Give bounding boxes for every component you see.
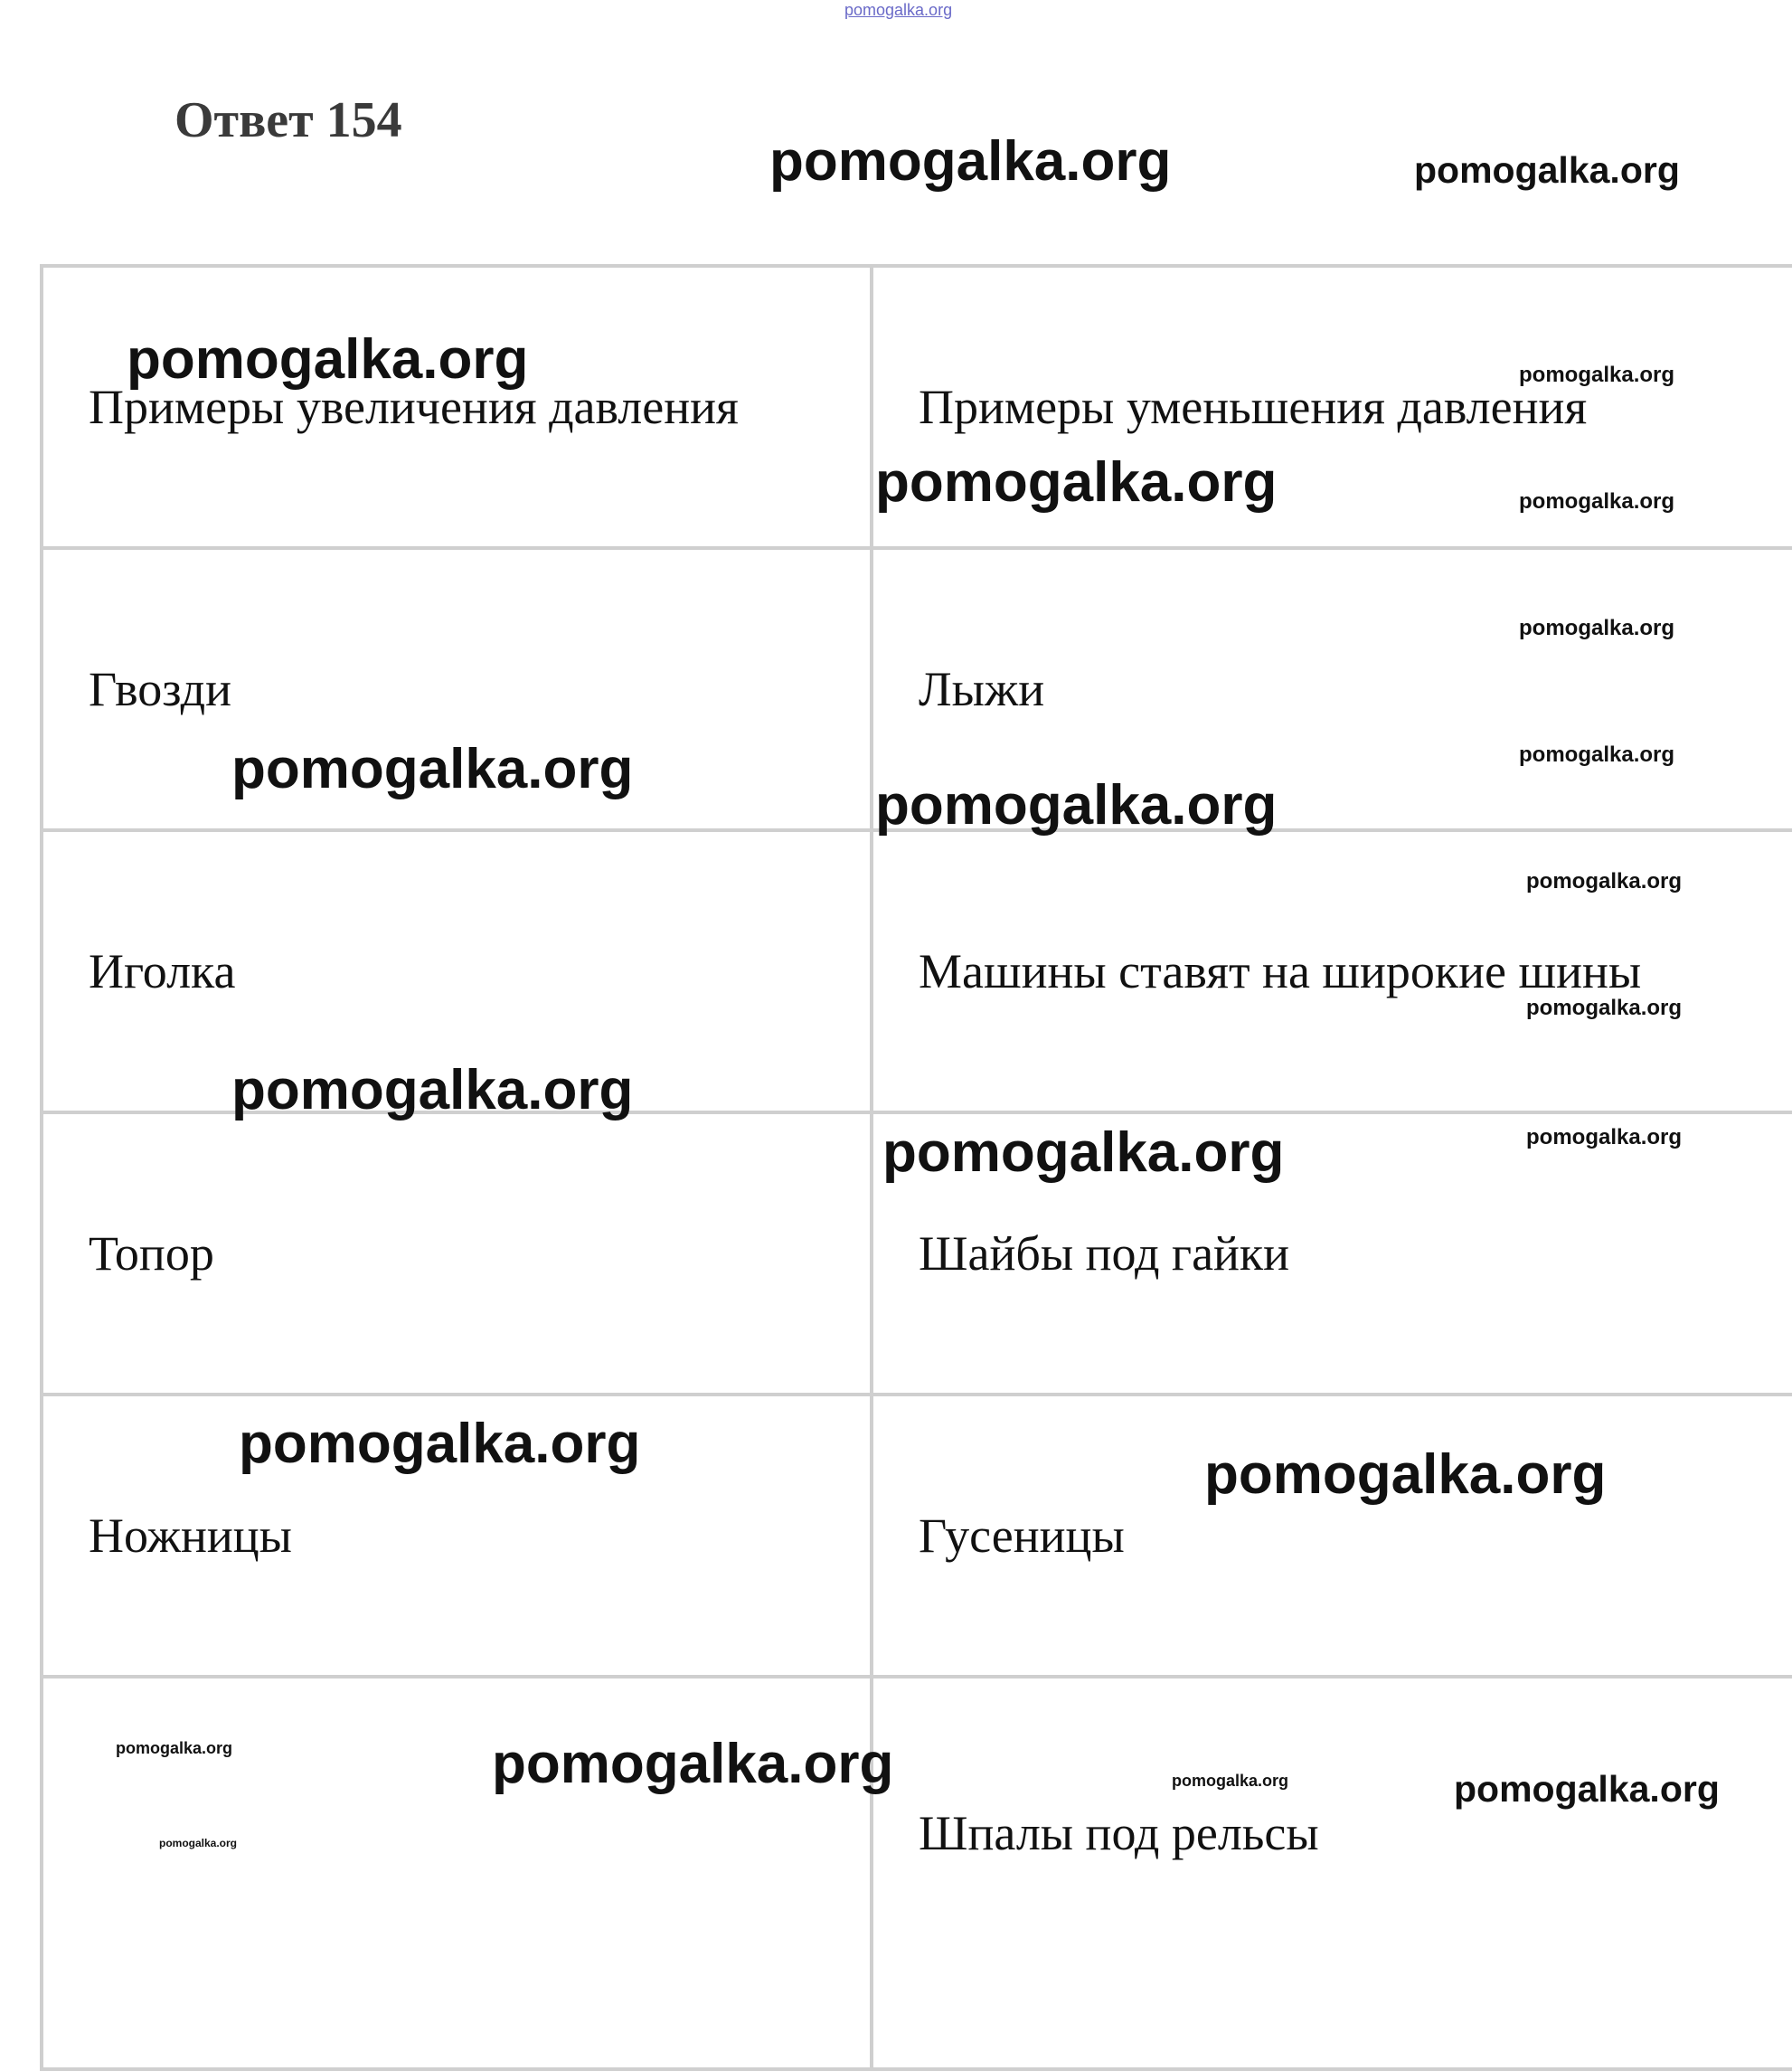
watermark: pomogalka.org [1526, 1125, 1683, 1149]
watermark: pomogalka.org [1519, 616, 1675, 640]
watermark: pomogalka.org [1454, 1768, 1720, 1810]
header-decrease-pressure: Примеры уменьшения давления [872, 266, 1792, 548]
watermark: pomogalka.org [1204, 1443, 1607, 1506]
watermark: pomogalka.org [1526, 996, 1683, 1020]
watermark: pomogalka.org [1172, 1772, 1289, 1790]
table-row [42, 1677, 1792, 2069]
watermark: pomogalka.org [159, 1837, 238, 1849]
watermark: pomogalka.org [875, 451, 1278, 514]
watermark: pomogalka.org [239, 1413, 641, 1475]
header-increase-pressure: Примеры увеличения давления [42, 266, 872, 548]
watermark: pomogalka.org [1519, 489, 1675, 514]
watermark: pomogalka.org [116, 1739, 233, 1757]
watermark: pomogalka.org [492, 1733, 894, 1795]
watermark-top[interactable]: pomogalka.org [844, 1, 953, 19]
table-cell: Гвозди [42, 548, 872, 830]
watermark: pomogalka.org [231, 1059, 634, 1121]
watermark: pomogalka.org [769, 130, 1172, 193]
table-cell: Ножницы [42, 1395, 872, 1677]
watermark: pomogalka.org [1414, 149, 1680, 191]
watermark: pomogalka.org [875, 774, 1278, 837]
watermark: pomogalka.org [1519, 363, 1675, 387]
table-cell: Лыжи [872, 548, 1792, 830]
watermark: pomogalka.org [882, 1121, 1285, 1184]
table-cell: Шайбы под гайки [872, 1112, 1792, 1395]
watermark: pomogalka.org [1519, 742, 1675, 767]
table-cell: Гусеницы [872, 1395, 1792, 1677]
table-cell: Топор [42, 1112, 872, 1395]
table-cell: Машины ставят на широкие шины [872, 830, 1792, 1112]
table-cell: Шпалы под рельсы [872, 1677, 1792, 2069]
watermark: pomogalka.org [231, 738, 634, 800]
watermark: pomogalka.org [127, 328, 529, 391]
page-title: Ответ 154 [174, 92, 402, 148]
table-cell: Иголка [42, 830, 872, 1112]
watermark: pomogalka.org [1526, 869, 1683, 894]
